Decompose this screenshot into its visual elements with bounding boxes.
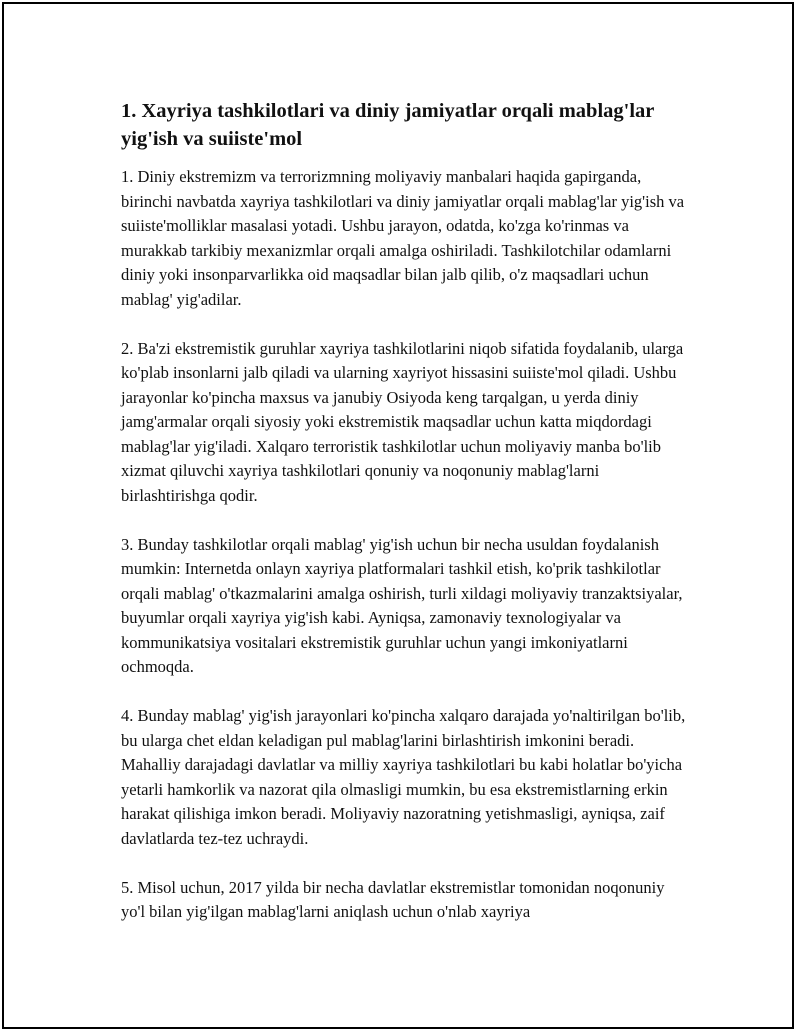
document-body bbox=[121, 97, 691, 949]
paragraph-5: 5. Misol uchun, 2017 yilda bir necha davlatlar ekstremistlar tomonidan noqonuniy yo'l bilan yig'ilgan mablag'larni aniqlash uchun o'nlab xayriya bbox=[121, 877, 665, 921]
section-heading: 1. Xayriya tashkilotlari va diniy jamiyatlar orqali mablag'lar yig'ish va suiiste'mol bbox=[121, 100, 655, 150]
paragraph-2: 2. Ba'zi ekstremistik guruhlar xayriya tashkilotlarini niqob sifatida foydalanib, ularga ko'plab insonlarni jalb qiladi va ularning xayriyot hissasini suiiste'mol qiladi. Ushbu jarayonlar ko'pincha maxsus va janubiy Osiyoda keng tarqalgan, u yerda diniy jamg'armalar orqali siyosiy yoki ekstremistik maqsadlar uchun katta miqdordagi mablag'lar yig'iladi. Xalqaro terroristik tashkilotlar uchun moliyaviy manba bo'lib xizmat qiluvchi xayriya tashkilotlari qonuniy va noqonuniy mablag'larni birlashtirishga qodir. bbox=[121, 338, 684, 505]
paragraph-1: 1. Diniy ekstremizm va terrorizmning moliyaviy manbalari haqida gapirganda, birinchi navbatda xayriya tashkilotlari va diniy jamiyatlar orqali mablag'lar yig'ish va suiiste'molliklar masalasi yotadi. Ushbu jarayon, odatda, ko'zga ko'rinmas va murakkab tarkibiy mexanizmlar orqali amalga oshiriladi. Tashkilotchilar odamlarni diniy yoki insonparvarlikka oid maqsadlar bilan jalb qilib, o'z maqsadlari uchun mablag' yig'adilar. bbox=[121, 167, 685, 309]
page-frame bbox=[2, 2, 794, 1029]
paragraph-4: 4. Bunday mablag' yig'ish jarayonlari ko'pincha xalqaro darajada yo'naltirilgan bo'lib, bu ularga chet eldan keladigan pul mablag'larini birlashtirish imkonini beradi. Mahalliy darajadagi davlatlar va milliy xayriya tashkilotlari bu kabi holatlar bo'yicha yetarli hamkorlik va nazorat qila olmasligi mumkin, bu esa ekstremistlarning erkin harakat qilishiga imkon beradi. Moliyaviy nazoratning yetishmasligi, ayniqsa, zaif davlatlarda tez-tez uchraydi. bbox=[121, 706, 686, 848]
paragraph-3: 3. Bunday tashkilotlar orqali mablag' yig'ish uchun bir necha usuldan foydalanish mumkin: Internetda onlayn xayriya platformalari tashkil etish, ko'prik tashkilotlar orqali mablag' o'tkazmalarini amalga oshirish, turli xildagi moliyaviy tranzaktsiyalar, buyumlar orqali xayriya yig'ish kabi. Ayniqsa, zamonaviy texnologiyalar va kommunikatsiya vositalari ekstremistik guruhlar uchun yangi imkoniyatlarni ochmoqda. bbox=[121, 534, 683, 676]
